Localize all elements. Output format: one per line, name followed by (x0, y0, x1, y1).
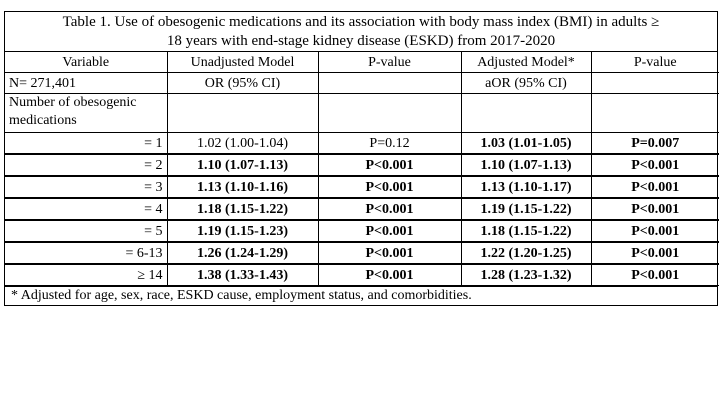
table-row (5, 133, 719, 155)
row-ap: P<0.001 (591, 176, 719, 198)
table-row (5, 154, 719, 176)
subheader-row (5, 73, 719, 94)
row-p: P<0.001 (318, 154, 461, 176)
row-label: = 5 (5, 220, 167, 242)
row-aor: 1.18 (1.15-1.22) (461, 220, 591, 242)
subheader-aor: aOR (95% CI) (461, 73, 591, 94)
table-row (5, 242, 719, 264)
group-empty-4 (591, 94, 719, 133)
header-adjusted-p-value: P-value (591, 52, 719, 73)
header-p-value: P-value (318, 52, 461, 73)
row-ap: P<0.001 (591, 198, 719, 220)
group-row (5, 94, 719, 133)
row-p: P<0.001 (318, 242, 461, 264)
row-aor: 1.19 (1.15-1.22) (461, 198, 591, 220)
table-caption (5, 12, 717, 52)
table-row (5, 198, 719, 220)
row-aor: 1.10 (1.07-1.13) (461, 154, 591, 176)
results-table (4, 11, 718, 306)
header-adjusted-model: Adjusted Model* (461, 52, 591, 73)
row-or: 1.18 (1.15-1.22) (167, 198, 318, 220)
header-variable: Variable (5, 52, 167, 73)
table-row (5, 264, 719, 286)
row-label: ≥ 14 (5, 264, 167, 286)
row-aor: 1.03 (1.01-1.05) (461, 133, 591, 155)
row-label: = 4 (5, 198, 167, 220)
row-label: = 1 (5, 133, 167, 155)
row-ap: P<0.001 (591, 220, 719, 242)
row-aor: 1.13 (1.10-1.17) (461, 176, 591, 198)
row-p: P<0.001 (318, 220, 461, 242)
row-or: 1.02 (1.00-1.04) (167, 133, 318, 155)
row-p: P=0.12 (318, 133, 461, 155)
table-row (5, 220, 719, 242)
header-unadjusted-model: Unadjusted Model (167, 52, 318, 73)
row-ap: P<0.001 (591, 264, 719, 286)
subheader-empty-2 (591, 73, 719, 94)
group-empty-1 (167, 94, 318, 133)
row-p: P<0.001 (318, 198, 461, 220)
row-aor: 1.22 (1.20-1.25) (461, 242, 591, 264)
caption-line-2: 18 years with end-stage kidney disease (ESKD) from 2017-2020 (166, 33, 556, 49)
subheader-empty-1 (318, 73, 461, 94)
row-label: = 3 (5, 176, 167, 198)
group-label: Number of obesogenic medications (5, 94, 167, 133)
row-ap: P<0.001 (591, 242, 719, 264)
caption-line-1: Table 1. Use of obesogenic medications and its association with body mass index (BMI) in adults ≥ (62, 14, 660, 30)
row-label: = 6-13 (5, 242, 167, 264)
header-row (5, 52, 719, 73)
group-empty-2 (318, 94, 461, 133)
subheader-or: OR (95% CI) (167, 73, 318, 94)
row-p: P<0.001 (318, 176, 461, 198)
row-label: = 2 (5, 154, 167, 176)
row-aor: 1.28 (1.23-1.32) (461, 264, 591, 286)
row-ap: P<0.001 (591, 154, 719, 176)
row-or: 1.26 (1.24-1.29) (167, 242, 318, 264)
row-p: P<0.001 (318, 264, 461, 286)
row-or: 1.10 (1.07-1.13) (167, 154, 318, 176)
table-row (5, 176, 719, 198)
row-or: 1.19 (1.15-1.23) (167, 220, 318, 242)
group-empty-3 (461, 94, 591, 133)
row-or: 1.13 (1.10-1.16) (167, 176, 318, 198)
row-or: 1.38 (1.33-1.43) (167, 264, 318, 286)
table-footnote: * Adjusted for age, sex, race, ESKD cause, employment status, and comorbidities. (5, 286, 717, 305)
sample-size: N= 271,401 (5, 73, 167, 94)
table-grid (5, 52, 719, 286)
row-ap: P=0.007 (591, 133, 719, 155)
